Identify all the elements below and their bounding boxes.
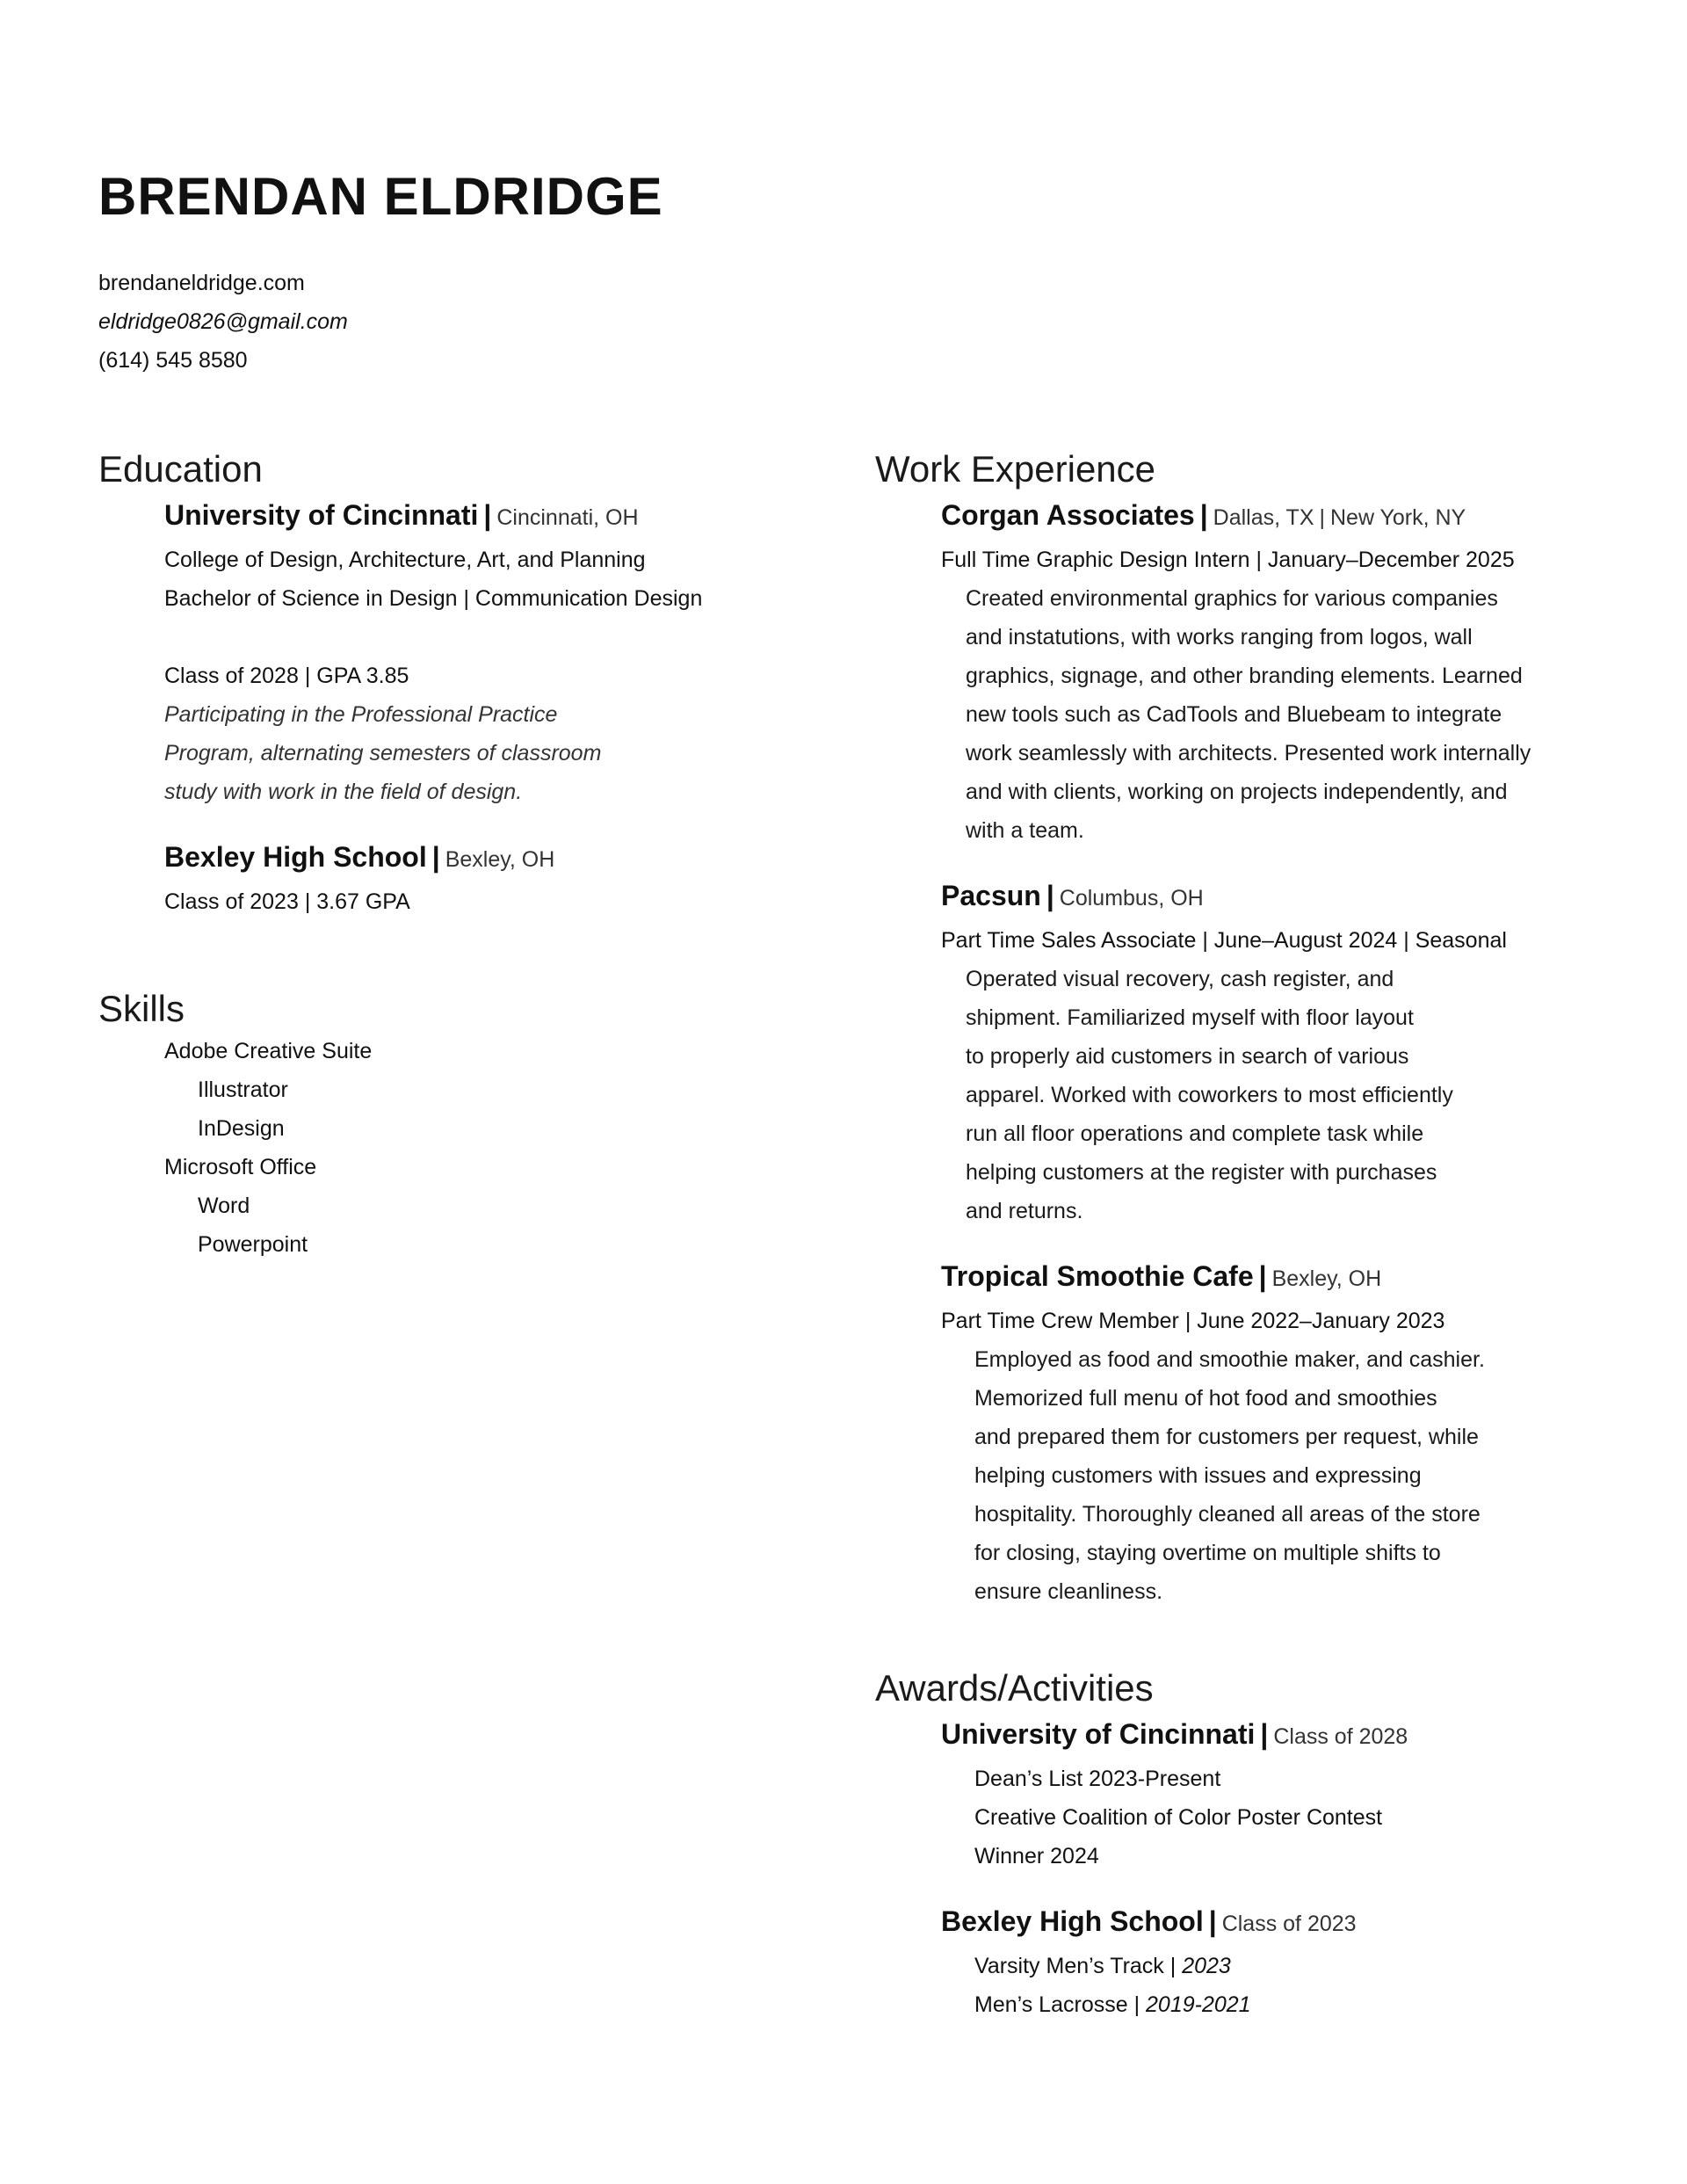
job-role: Part Time Sales Associate | June–August 2024 | Seasonal — [941, 928, 1507, 953]
right-column — [875, 446, 1648, 2024]
class-gpa: Class of 2028 | GPA 3.85 — [164, 664, 409, 688]
award-item: Dean’s List 2023-Present — [974, 1767, 1221, 1791]
description-line: hospitality. Thoroughly cleaned all areas of the store — [974, 1502, 1481, 1527]
entry-heading — [941, 1898, 1648, 1947]
separator: | — [431, 841, 440, 873]
separator: | — [1199, 499, 1208, 531]
activity-label: Men’s Lacrosse | — [974, 1992, 1147, 2017]
entry-heading — [941, 1711, 1648, 1760]
description-line: and prepared them for customers per request, while — [974, 1425, 1479, 1449]
program-note: study with work in the field of design. — [164, 780, 523, 804]
description-line: shipment. Familiarized myself with floor layout — [966, 1005, 1414, 1030]
education-entry-bexley — [164, 834, 854, 921]
description-line: Employed as food and smoothie maker, and cashier. — [974, 1347, 1485, 1372]
work-experience-heading: Work Experience — [875, 448, 1156, 490]
description-line: graphics, signage, and other branding elements. Learned — [966, 664, 1523, 688]
activity-item — [974, 1947, 1648, 1985]
description-line: run all floor operations and complete task while — [966, 1121, 1424, 1146]
job-entry-tropical-smoothie — [941, 1253, 1648, 1611]
org-name: University of Cincinnati — [941, 1718, 1256, 1750]
org-location: Cincinnati, OH — [496, 505, 639, 530]
class-gpa: Class of 2023 | 3.67 GPA — [164, 889, 410, 914]
separator: | — [1258, 1260, 1267, 1292]
description-line: Operated visual recovery, cash register, and — [966, 967, 1394, 991]
separator: | — [1208, 1905, 1217, 1937]
org-location: Bexley, OH — [1271, 1266, 1382, 1291]
org-name: Pacsun — [941, 880, 1041, 911]
award-entry-uc — [941, 1711, 1648, 1876]
description-line: Created environmental graphics for various companies — [966, 586, 1498, 611]
entry-heading — [164, 492, 854, 541]
description-line: and with clients, working on projects independently, and — [966, 780, 1508, 804]
separator: | — [1319, 505, 1325, 530]
org-location: Columbus, OH — [1059, 886, 1204, 911]
skills-heading: Skills — [98, 988, 185, 1029]
spacer — [164, 618, 854, 657]
skill-item: Microsoft Office — [164, 1155, 317, 1179]
description-line: helping customers at the register with purchases — [966, 1160, 1437, 1185]
job-entry-corgan — [941, 492, 1648, 850]
job-role: Full Time Graphic Design Intern | January–December 2025 — [941, 548, 1515, 572]
program-note: Participating in the Professional Practice — [164, 702, 558, 727]
description-line: and returns. — [966, 1199, 1083, 1223]
education-heading: Education — [98, 448, 263, 490]
org-name: Bexley High School — [941, 1905, 1204, 1937]
skill-subitem: InDesign — [198, 1116, 285, 1141]
program-note: Program, alternating semesters of classroom — [164, 741, 602, 765]
org-name: Tropical Smoothie Cafe — [941, 1260, 1254, 1292]
degree: Bachelor of Science in Design | Communication Design — [164, 586, 703, 611]
separator: | — [1046, 880, 1054, 911]
description-line: new tools such as CadTools and Bluebeam to integrate — [966, 702, 1502, 727]
entry-heading — [164, 834, 854, 882]
award-item: Creative Coalition of Color Poster Contest — [974, 1805, 1383, 1830]
website-link[interactable]: brendaneldridge.com — [98, 271, 305, 295]
award-item: Winner 2024 — [974, 1844, 1099, 1868]
description-line: for closing, staying overtime on multiple shifts to — [974, 1541, 1441, 1565]
college-name: College of Design, Architecture, Art, and Planning — [164, 548, 646, 572]
org-name: University of Cincinnati — [164, 499, 479, 531]
awards-heading: Awards/Activities — [875, 1667, 1154, 1709]
description-line: and instatutions, with works ranging from logos, wall — [966, 625, 1473, 649]
description-line: apparel. Worked with coworkers to most efficiently — [966, 1083, 1453, 1107]
org-location: Dallas, TX — [1213, 505, 1314, 530]
activity-year: 2019-2021 — [1146, 1992, 1251, 2017]
org-name: Corgan Associates — [941, 499, 1195, 531]
description-line: Memorized full menu of hot food and smoothies — [974, 1386, 1437, 1411]
job-description — [974, 1340, 1648, 1611]
job-entry-pacsun — [941, 873, 1648, 1230]
education-entry-uc — [164, 492, 854, 811]
contact-info — [98, 264, 348, 380]
entry-heading — [941, 1253, 1648, 1302]
skill-subitem: Illustrator — [198, 1077, 288, 1102]
description-line: to properly aid customers in search of various — [966, 1044, 1409, 1069]
entry-heading — [941, 873, 1648, 921]
activity-year: 2023 — [1182, 1954, 1231, 1978]
job-description — [966, 579, 1648, 850]
org-name: Bexley High School — [164, 841, 427, 873]
skill-subitem: Word — [198, 1194, 250, 1218]
description-line: helping customers with issues and expressing — [974, 1463, 1422, 1488]
skills-list — [164, 1032, 854, 1264]
org-class: Class of 2028 — [1273, 1724, 1408, 1749]
org-location: New York, NY — [1330, 505, 1466, 530]
left-column — [98, 446, 854, 1264]
separator: | — [483, 499, 492, 531]
job-role: Part Time Crew Member | June 2022–January 2023 — [941, 1309, 1445, 1333]
description-line: ensure cleanliness. — [974, 1579, 1163, 1604]
skill-subitem: Powerpoint — [198, 1232, 308, 1257]
org-location: Bexley, OH — [445, 847, 555, 872]
phone-number: (614) 545 8580 — [98, 348, 248, 373]
description-line: with a team. — [966, 818, 1084, 843]
activity-label: Varsity Men’s Track | — [974, 1954, 1183, 1978]
activity-item — [974, 1985, 1648, 2024]
skill-item: Adobe Creative Suite — [164, 1039, 373, 1063]
separator: | — [1260, 1718, 1269, 1750]
email-link[interactable]: eldridge0826@gmail.com — [98, 309, 348, 334]
job-description — [966, 960, 1648, 1230]
description-line: work seamlessly with architects. Presented work internally — [966, 741, 1531, 765]
award-entry-bexley — [941, 1898, 1648, 2024]
org-class: Class of 2023 — [1221, 1912, 1357, 1936]
entry-heading — [941, 492, 1648, 541]
resume-name: BRENDAN ELDRIDGE — [98, 167, 663, 226]
